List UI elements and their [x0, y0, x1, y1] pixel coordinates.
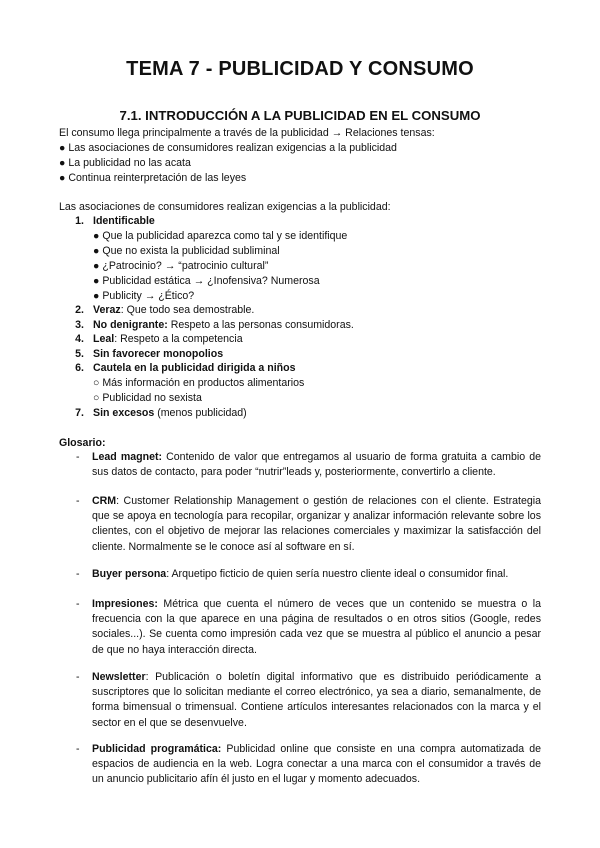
glossary-heading: Glosario:	[59, 437, 106, 449]
list-item: Leal: Respeto a la competencia	[93, 333, 243, 345]
glossary-entry: Impresiones: Métrica que cuenta el número de veces que un contenido se muestra o la frecuencia con la que aparece en una página de resultados o en otros sitios (Google, redes sociales...). Se cuenta como impresión cada vez que se muestra al público el anuncio a pesar de que no haya interacción directa.	[92, 598, 541, 656]
dash-marker: -	[76, 451, 80, 463]
demands-lead: Las asociaciones de consumidores realizan exigencias a la publicidad:	[59, 201, 391, 213]
section-heading: 7.1. INTRODUCCIÓN A LA PUBLICIDAD EN EL CONSUMO	[119, 108, 481, 123]
glossary-entry: Newsletter: Publicación o boletín digital informativo que es distribuido periódicamente a suscriptores que lo solicitan mediante el correo electrónico, ya sea a diario, semanalmente, de forma bimensual o trimensual. Contiene artículos interesantes relacionados con la marca y el sector en el que se desenvuelve.	[92, 671, 541, 729]
list-number: 3.	[75, 319, 84, 331]
dash-marker: -	[76, 743, 80, 755]
list-number: 2.	[75, 304, 84, 316]
list-item: Identificable	[93, 215, 155, 227]
list-item: Sin favorecer monopolios	[93, 348, 224, 360]
sub-list-item: ○ Más información en productos alimentarios	[93, 377, 305, 389]
list-item: ● La publicidad no las acata	[59, 157, 191, 169]
dash-marker: -	[76, 598, 80, 610]
sub-list-item: ● Publicidad estática → ¿Inofensiva? Numerosa	[93, 275, 320, 287]
sub-list-item: ○ Publicidad no sexista	[93, 392, 202, 404]
list-item: ● Continua reinterpretación de las leyes	[59, 172, 247, 184]
list-number: 5.	[75, 348, 84, 360]
page-title: TEMA 7 - PUBLICIDAD Y CONSUMO	[126, 58, 474, 80]
dash-marker: -	[76, 568, 80, 580]
intro-lead: El consumo llega principalmente a través de la publicidad → Relaciones tensas:	[59, 127, 435, 139]
list-item: Sin excesos (menos publicidad)	[93, 407, 247, 419]
glossary-entry: Lead magnet: Contenido de valor que entregamos al usuario de forma gratuita a cambio de sus datos de contacto, para poder “nutrir”leads y, posteriormente, convertirlo a cliente.	[92, 451, 541, 479]
list-number: 1.	[75, 215, 84, 227]
list-item: Veraz: Que todo sea demostrable.	[93, 304, 255, 316]
list-number: 4.	[75, 333, 84, 345]
sub-list-item: ● Que la publicidad aparezca como tal y se identifique	[93, 230, 348, 242]
glossary-entry: Buyer persona: Arquetipo ficticio de quien sería nuestro cliente ideal o consumidor final.	[92, 568, 509, 580]
glossary-entry: CRM: Customer Relationship Management o gestión de relaciones con el cliente. Estrategia que se apoya en tecnología para recopilar, organizar y analizar información relevante sobre los clientes, con el objetivo de mejorar las relaciones comerciales y maximizar la satisfacción del cliente. Normalmente se le conoce así al software en sí.	[92, 495, 541, 553]
sub-list-item: ● Que no exista la publicidad subliminal	[93, 245, 280, 257]
dash-marker: -	[76, 495, 80, 507]
glossary-entry: Publicidad programática: Publicidad online que consiste en una compra automatizada de espacios de audiencia en la web. Logra conectar a una marca con el consumidor a través de un anuncio publicitario afín él justo en el lugar y momento adecuados.	[92, 743, 542, 786]
list-item: No denigrante: Respeto a las personas consumidoras.	[93, 319, 354, 331]
list-number: 7.	[75, 407, 84, 419]
sub-list-item: ● ¿Patrocinio? → “patrocinio cultural”	[93, 260, 269, 272]
list-number: 6.	[75, 362, 84, 374]
dash-marker: -	[76, 671, 80, 683]
list-item: ● Las asociaciones de consumidores realizan exigencias a la publicidad	[59, 142, 397, 154]
list-item: Cautela en la publicidad dirigida a niños	[93, 362, 296, 374]
sub-list-item: ● Publicity → ¿Ético?	[93, 290, 195, 302]
